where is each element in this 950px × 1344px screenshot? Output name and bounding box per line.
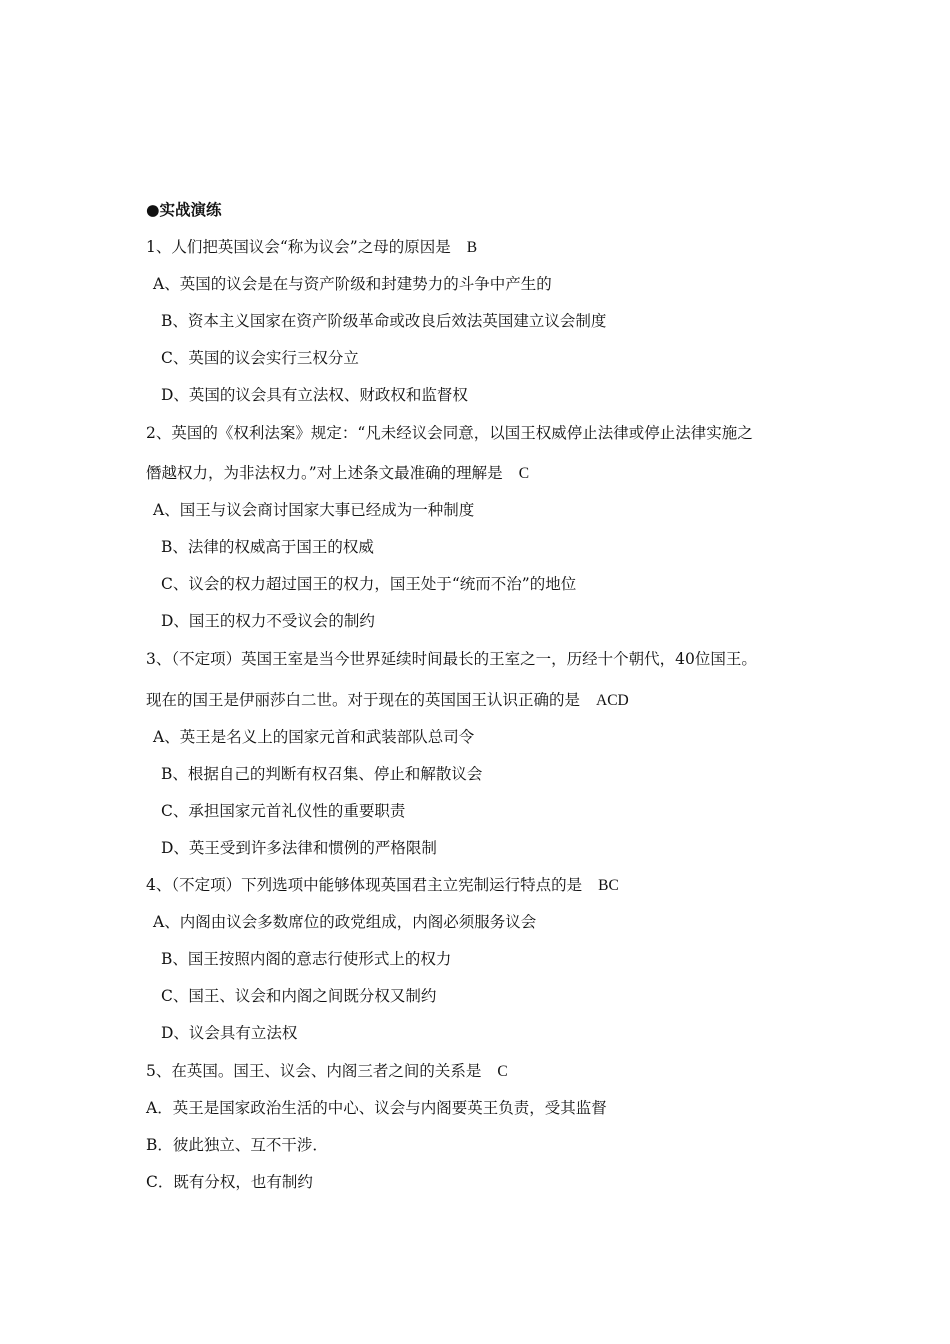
question-2-stem-text: 僭越权力，为非法权力。”对上述条文最准确的理解是 [146, 464, 503, 482]
question-2-option-a: A、国王与议会商讨国家大事已经成为一种制度 [153, 501, 475, 519]
question-4-option-d: D、议会具有立法权 [161, 1024, 298, 1042]
question-3-option-d: D、英王受到许多法律和惯例的严格限制 [161, 839, 437, 857]
question-2-answer: C [518, 465, 530, 482]
question-3-answer: ACD [596, 692, 629, 709]
section-title: ●实战演练 [146, 200, 222, 219]
question-3-stem-text: 现在的国王是伊丽莎白二世。对于现在的英国国王认识正确的是 [146, 691, 581, 709]
question-3-option-a: A、英王是名义上的国家元首和武装部队总司令 [153, 728, 475, 746]
question-1-option-b: B、资本主义国家在资产阶级革命或改良后效法英国建立议会制度 [161, 312, 607, 330]
question-1-stem-text: 1、人们把英国议会“称为议会”之母的原因是 [146, 238, 451, 256]
question-4-option-c: C、国王、议会和内阁之间既分权又制约 [161, 987, 437, 1005]
question-2-stem-line-2 [146, 463, 529, 484]
question-1-option-d: D、英国的议会具有立法权、财政权和监督权 [161, 386, 468, 404]
question-4-option-a: A、内阁由议会多数席位的政党组成，内阁必须服务议会 [153, 913, 537, 931]
question-3-option-c: C、承担国家元首礼仪性的重要职责 [161, 802, 406, 820]
question-5-option-b: B．彼此独立、互不干涉． [146, 1136, 328, 1154]
question-5-answer: C [497, 1063, 508, 1080]
question-3-stem-line-2 [146, 690, 629, 711]
question-1-option-c: C、英国的议会实行三权分立 [161, 349, 359, 367]
question-4-stem-text: 4、（不定项）下列选项中能够体现英国君主立宪制运行特点的是 [146, 876, 583, 894]
question-4-option-b: B、国王按照内阁的意志行使形式上的权力 [161, 950, 452, 968]
question-4-stem [146, 875, 619, 896]
question-1-option-a: A、英国的议会是在与资产阶级和封建势力的斗争中产生的 [153, 275, 552, 293]
question-5-option-c: C．既有分权，也有制约 [146, 1173, 313, 1191]
question-5-option-a: A．英王是国家政治生活的中心、议会与内阁要英王负责，受其监督 [146, 1099, 607, 1117]
question-4-answer: BC [598, 877, 619, 894]
question-3-option-b: B、根据自己的判断有权召集、停止和解散议会 [161, 765, 483, 783]
question-1-answer: B [466, 239, 478, 256]
question-2-option-b: B、法律的权威高于国王的权威 [161, 538, 374, 556]
question-2-option-c: C、议会的权力超过国王的权力，国王处于“统而不治”的地位 [161, 575, 577, 593]
question-5-stem-text: 5、在英国。国王、议会、内阁三者之间的关系是 [146, 1062, 482, 1080]
question-5-stem [146, 1061, 508, 1082]
question-2-stem-line-1: 2、英国的《权利法案》规定：“凡未经议会同意，以国王权威停止法律或停止法律实施之 [146, 424, 753, 442]
question-3-stem-line-1: 3、（不定项）英国王室是当今世界延续时间最长的王室之一，历经十个朝代，40位国王。 [146, 650, 757, 668]
question-1-stem [146, 237, 477, 258]
question-2-option-d: D、国王的权力不受议会的制约 [161, 612, 375, 630]
